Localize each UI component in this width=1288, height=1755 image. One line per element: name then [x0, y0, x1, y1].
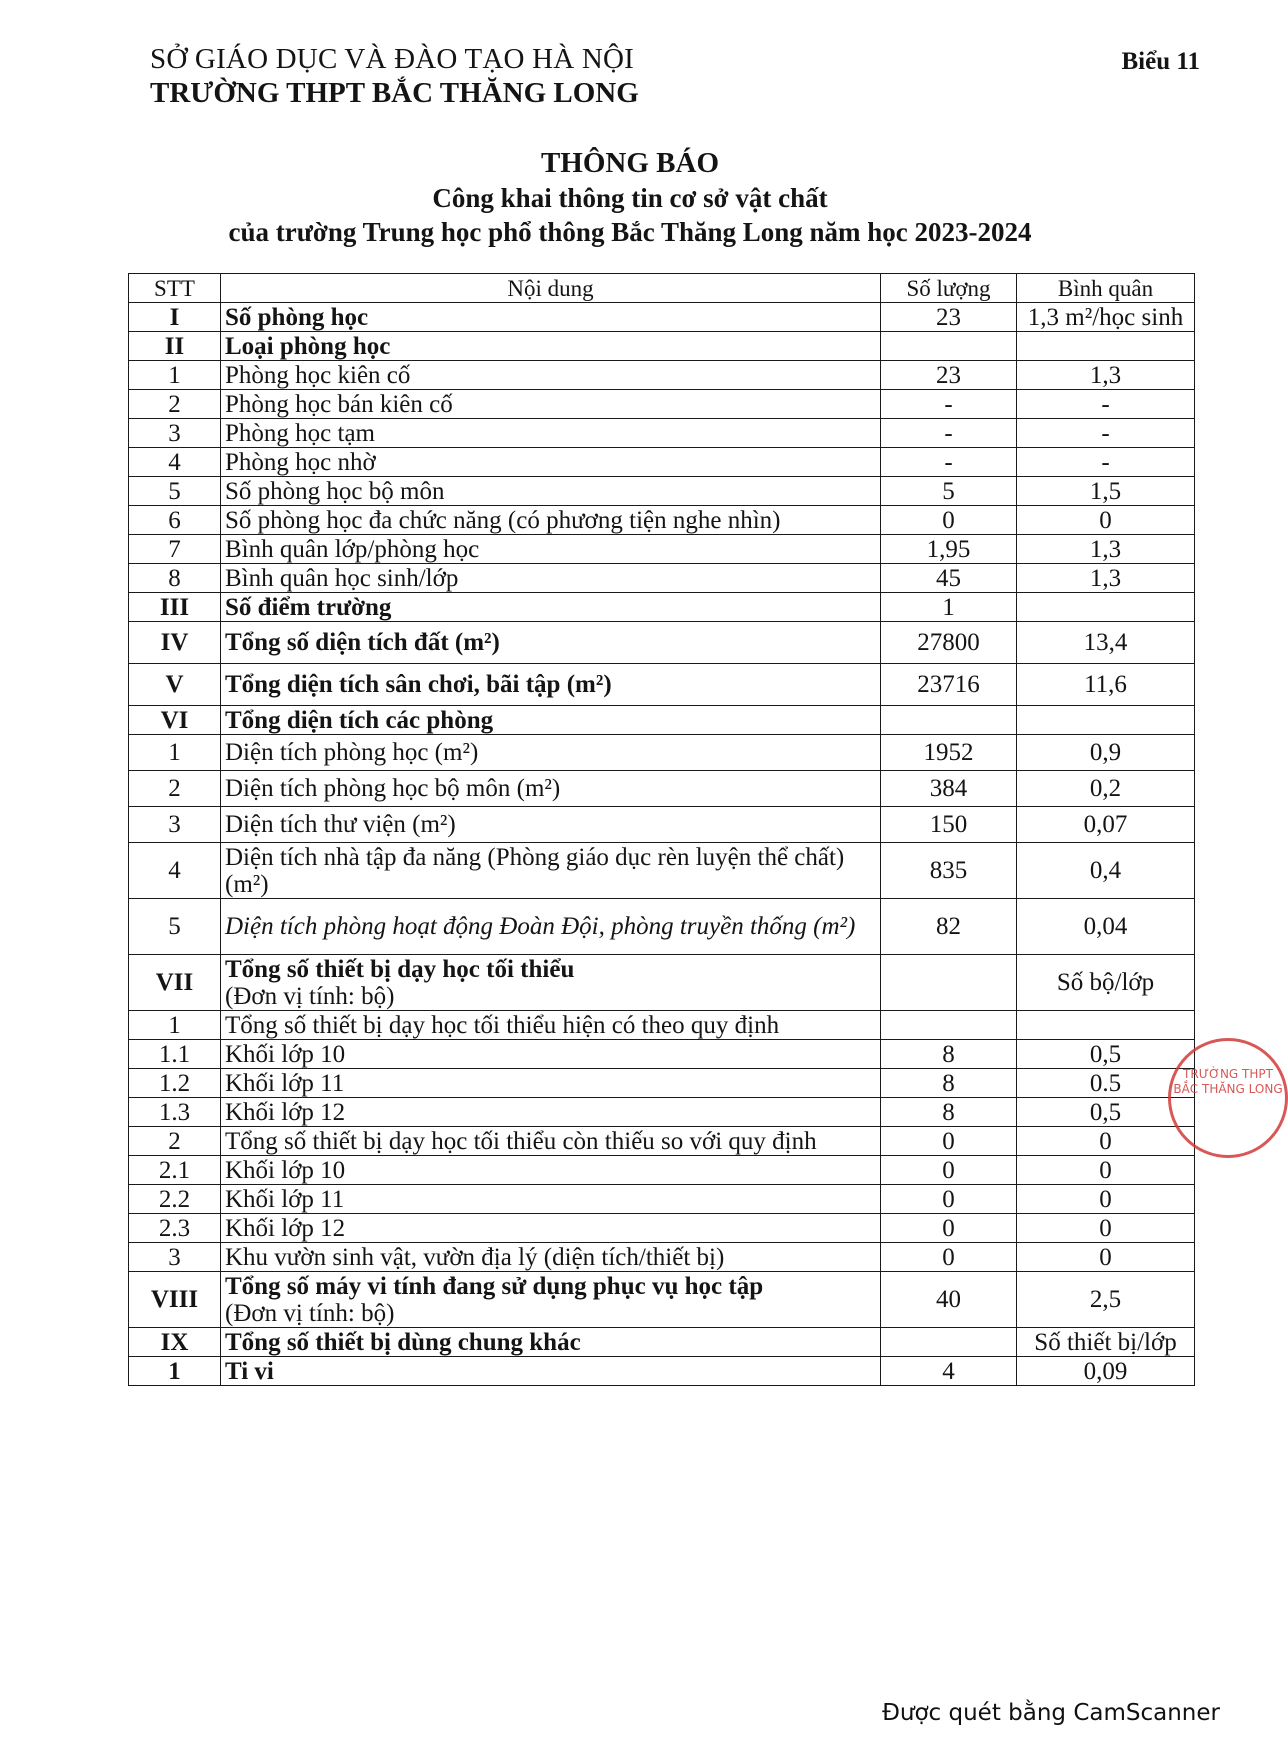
row-content-text: Số phòng học đa chức năng (có phương tiện nghe nhìn): [225, 506, 781, 534]
row-stt: 1: [129, 1357, 221, 1386]
table-row: [129, 1069, 1195, 1098]
table-row: [129, 1272, 1195, 1328]
row-content-text: Bình quân học sinh/lớp: [225, 564, 459, 592]
row-average: 0,04: [1017, 899, 1195, 955]
table-row: [129, 1156, 1195, 1185]
row-stt: 2: [129, 1127, 221, 1156]
table-row: [129, 390, 1195, 419]
row-stt: 1.2: [129, 1069, 221, 1098]
row-content-text: Khối lớp 11: [225, 1185, 345, 1213]
table-row: [129, 564, 1195, 593]
row-stt: IV: [129, 622, 221, 664]
row-content-text: Tổng số thiết bị dùng chung khác: [225, 1328, 581, 1356]
row-stt: VII: [129, 955, 221, 1011]
row-content: [221, 1214, 881, 1243]
department-name: SỞ GIÁO DỤC VÀ ĐÀO TẠO HÀ NỘI: [150, 43, 635, 75]
row-stt: 1: [129, 735, 221, 771]
table-row: [129, 1011, 1195, 1040]
row-average: 11,6: [1017, 664, 1195, 706]
table-body: [129, 303, 1195, 1386]
row-quantity: 40: [881, 1272, 1017, 1328]
header-stt: STT: [129, 274, 221, 303]
row-content: [221, 771, 881, 807]
document-title: [130, 145, 1130, 249]
row-content-text: Tổng diện tích các phòng: [225, 706, 494, 734]
row-content-text: Tổng số thiết bị dạy học tối thiểu hiện có theo quy định: [225, 1011, 780, 1039]
table-row: [129, 593, 1195, 622]
row-average: 0: [1017, 506, 1195, 535]
row-content-unit: (Đơn vị tính: bộ): [225, 982, 395, 1010]
row-content-text: Phòng học bán kiên cố: [225, 390, 453, 418]
row-average: 0: [1017, 1214, 1195, 1243]
row-stt: 1: [129, 1011, 221, 1040]
row-content-text: Diện tích thư viện (m²): [225, 811, 456, 838]
row-stt: 4: [129, 843, 221, 899]
table-row: [129, 843, 1195, 899]
table-row: [129, 535, 1195, 564]
row-content: [221, 1040, 881, 1069]
row-quantity: -: [881, 448, 1017, 477]
header-quantity: Số lượng: [881, 274, 1017, 303]
row-content-text: Tổng diện tích sân chơi, bãi tập (m²): [225, 671, 612, 698]
table-row: [129, 1328, 1195, 1357]
row-quantity: 384: [881, 771, 1017, 807]
row-content-text: Phòng học kiên cố: [225, 361, 411, 389]
table-row: [129, 506, 1195, 535]
table-row: [129, 1214, 1195, 1243]
row-content: [221, 448, 881, 477]
row-stt: 2.2: [129, 1185, 221, 1214]
row-quantity: [881, 706, 1017, 735]
row-quantity: 0: [881, 1127, 1017, 1156]
table-row: [129, 1098, 1195, 1127]
row-content-text: Diện tích phòng hoạt động Đoàn Đội, phòng truyền thống (m²): [225, 913, 856, 940]
row-quantity: 1: [881, 593, 1017, 622]
row-content-text: Số điểm trường: [225, 593, 392, 621]
row-quantity: [881, 955, 1017, 1011]
table-row: [129, 807, 1195, 843]
row-content: [221, 735, 881, 771]
row-quantity: 23: [881, 361, 1017, 390]
row-stt: 3: [129, 419, 221, 448]
row-content: [221, 593, 881, 622]
row-quantity: 23716: [881, 664, 1017, 706]
table-row: [129, 664, 1195, 706]
row-stt: 1.1: [129, 1040, 221, 1069]
row-stt: 3: [129, 1243, 221, 1272]
row-average: [1017, 593, 1195, 622]
facilities-table: [128, 273, 1195, 1386]
row-quantity: 1952: [881, 735, 1017, 771]
table-row: [129, 1243, 1195, 1272]
row-content: [221, 535, 881, 564]
row-quantity: 8: [881, 1098, 1017, 1127]
row-stt: 8: [129, 564, 221, 593]
row-content-text: Bình quân lớp/phòng học: [225, 535, 480, 563]
row-content: [221, 1328, 881, 1357]
row-stt: 2.3: [129, 1214, 221, 1243]
row-content: [221, 807, 881, 843]
row-stt: II: [129, 332, 221, 361]
row-average: 1,3 m²/học sinh: [1017, 303, 1195, 332]
row-quantity: 8: [881, 1040, 1017, 1069]
table-row: [129, 361, 1195, 390]
row-content: [221, 1185, 881, 1214]
row-content: [221, 332, 881, 361]
row-content: [221, 303, 881, 332]
table-row: [129, 1185, 1195, 1214]
row-content-text: Loại phòng học: [225, 332, 391, 360]
row-stt: IX: [129, 1328, 221, 1357]
table-row: [129, 1357, 1195, 1386]
row-average: 1,3: [1017, 564, 1195, 593]
row-average: 0: [1017, 1243, 1195, 1272]
row-quantity: 45: [881, 564, 1017, 593]
row-content-text: Khối lớp 12: [225, 1098, 346, 1126]
row-average: 13,4: [1017, 622, 1195, 664]
row-content: [221, 361, 881, 390]
row-stt: 4: [129, 448, 221, 477]
table-row: [129, 477, 1195, 506]
row-average: -: [1017, 419, 1195, 448]
table-row: [129, 771, 1195, 807]
row-average: Số bộ/lớp: [1017, 955, 1195, 1011]
row-content-text: Phòng học tạm: [225, 419, 375, 447]
row-content: [221, 506, 881, 535]
row-content: [221, 1098, 881, 1127]
row-average: 0,9: [1017, 735, 1195, 771]
title-line-2: Công khai thông tin cơ sở vật chất: [432, 183, 828, 213]
row-content-text: Khu vườn sinh vật, vườn địa lý (diện tích/thiết bị): [225, 1243, 725, 1271]
row-average: 0.5: [1017, 1069, 1195, 1098]
row-content: [221, 955, 881, 1011]
row-average: 1,3: [1017, 361, 1195, 390]
row-quantity: [881, 1011, 1017, 1040]
row-stt: VIII: [129, 1272, 221, 1328]
title-line-1: THÔNG BÁO: [540, 147, 720, 179]
row-content: [221, 1011, 881, 1040]
row-stt: 2.1: [129, 1156, 221, 1185]
row-content: [221, 419, 881, 448]
row-content: [221, 664, 881, 706]
row-content-text: Tổng số diện tích đất (m²): [225, 629, 500, 656]
row-content-text: Ti vi: [225, 1357, 274, 1385]
row-content-text: Tổng số thiết bị dạy học tối thiểu còn thiếu so với quy định: [225, 1127, 817, 1155]
row-content: [221, 1243, 881, 1272]
row-quantity: 23: [881, 303, 1017, 332]
row-average: 0,09: [1017, 1357, 1195, 1386]
table-row: [129, 419, 1195, 448]
row-content: [221, 899, 881, 955]
table-row: [129, 955, 1195, 1011]
row-content: [221, 1272, 881, 1328]
row-content-text: Diện tích phòng học bộ môn (m²): [225, 775, 561, 802]
seal-text: TRƯỜNG THPT BẮC THĂNG LONG: [1173, 1067, 1283, 1096]
row-stt: 2: [129, 771, 221, 807]
row-stt: VI: [129, 706, 221, 735]
row-content-text: Diện tích phòng học (m²): [225, 739, 479, 766]
row-stt: 5: [129, 477, 221, 506]
table-row: [129, 1040, 1195, 1069]
row-stt: 3: [129, 807, 221, 843]
row-quantity: [881, 332, 1017, 361]
row-quantity: 835: [881, 843, 1017, 899]
document-header: [150, 42, 750, 110]
row-stt: I: [129, 303, 221, 332]
form-label: Biểu 11: [1121, 48, 1200, 75]
row-average: -: [1017, 390, 1195, 419]
row-average: 0: [1017, 1156, 1195, 1185]
row-content: [221, 1127, 881, 1156]
row-quantity: 0: [881, 1243, 1017, 1272]
school-name: TRƯỜNG THPT BẮC THĂNG LONG: [150, 77, 639, 109]
official-seal: [1168, 1038, 1288, 1158]
row-quantity: 150: [881, 807, 1017, 843]
row-content: [221, 1156, 881, 1185]
table-row: [129, 706, 1195, 735]
row-stt: III: [129, 593, 221, 622]
row-average: [1017, 1011, 1195, 1040]
row-stt: 1.3: [129, 1098, 221, 1127]
header-average: Bình quân: [1017, 274, 1195, 303]
row-average: 0,5: [1017, 1040, 1195, 1069]
row-average: [1017, 332, 1195, 361]
row-content-unit: (Đơn vị tính: bộ): [225, 1299, 395, 1327]
row-average: 0: [1017, 1127, 1195, 1156]
header-content: Nội dung: [221, 274, 881, 303]
table-row: [129, 303, 1195, 332]
row-average: Số thiết bị/lớp: [1017, 1328, 1195, 1357]
row-quantity: 5: [881, 477, 1017, 506]
row-quantity: 0: [881, 1214, 1017, 1243]
row-average: 1,5: [1017, 477, 1195, 506]
row-average: -: [1017, 448, 1195, 477]
row-content: [221, 1069, 881, 1098]
row-content-text: Tổng số máy vi tính đang sử dụng phục vụ học tập: [225, 1272, 764, 1300]
row-quantity: 0: [881, 506, 1017, 535]
row-quantity: 0: [881, 1185, 1017, 1214]
row-quantity: -: [881, 419, 1017, 448]
row-content-text: Khối lớp 12: [225, 1214, 346, 1242]
row-content: [221, 843, 881, 899]
row-average: [1017, 706, 1195, 735]
row-content-text: Khối lớp 10: [225, 1040, 346, 1068]
row-quantity: 1,95: [881, 535, 1017, 564]
table-row: [129, 622, 1195, 664]
row-quantity: 27800: [881, 622, 1017, 664]
row-quantity: 82: [881, 899, 1017, 955]
row-stt: V: [129, 664, 221, 706]
row-content-text: Số phòng học: [225, 303, 369, 331]
row-average: 0: [1017, 1185, 1195, 1214]
row-content-text: Tổng số thiết bị dạy học tối thiểu: [225, 955, 575, 983]
scanner-watermark: Được quét bằng CamScanner: [882, 1700, 1220, 1726]
row-stt: 2: [129, 390, 221, 419]
row-content-text: Số phòng học bộ môn: [225, 477, 445, 505]
row-content: [221, 622, 881, 664]
row-content-text: Khối lớp 11: [225, 1069, 345, 1097]
row-average: 0,07: [1017, 807, 1195, 843]
row-content: [221, 1357, 881, 1386]
row-stt: 6: [129, 506, 221, 535]
row-average: 1,3: [1017, 535, 1195, 564]
row-quantity: -: [881, 390, 1017, 419]
row-quantity: 4: [881, 1357, 1017, 1386]
row-quantity: 0: [881, 1156, 1017, 1185]
row-content: [221, 706, 881, 735]
row-content-text: Phòng học nhờ: [225, 448, 376, 476]
title-line-3: của trường Trung học phổ thông Bắc Thăng Long năm học 2023-2024: [228, 217, 1032, 247]
table-row: [129, 1127, 1195, 1156]
row-average: 0,5: [1017, 1098, 1195, 1127]
row-content-text: Khối lớp 10: [225, 1156, 346, 1184]
row-average: 0,2: [1017, 771, 1195, 807]
table-row: [129, 332, 1195, 361]
row-average: 0,4: [1017, 843, 1195, 899]
table-row: [129, 448, 1195, 477]
row-content: [221, 564, 881, 593]
row-content: [221, 477, 881, 506]
row-content: [221, 390, 881, 419]
row-stt: 5: [129, 899, 221, 955]
row-quantity: [881, 1328, 1017, 1357]
table-row: [129, 735, 1195, 771]
table-header-row: [129, 274, 1195, 303]
row-average: 2,5: [1017, 1272, 1195, 1328]
row-stt: 1: [129, 361, 221, 390]
row-content-text: Diện tích nhà tập đa năng (Phòng giáo dục rèn luyện thể chất) (m²): [225, 843, 845, 898]
row-quantity: 8: [881, 1069, 1017, 1098]
table-row: [129, 899, 1195, 955]
row-stt: 7: [129, 535, 221, 564]
